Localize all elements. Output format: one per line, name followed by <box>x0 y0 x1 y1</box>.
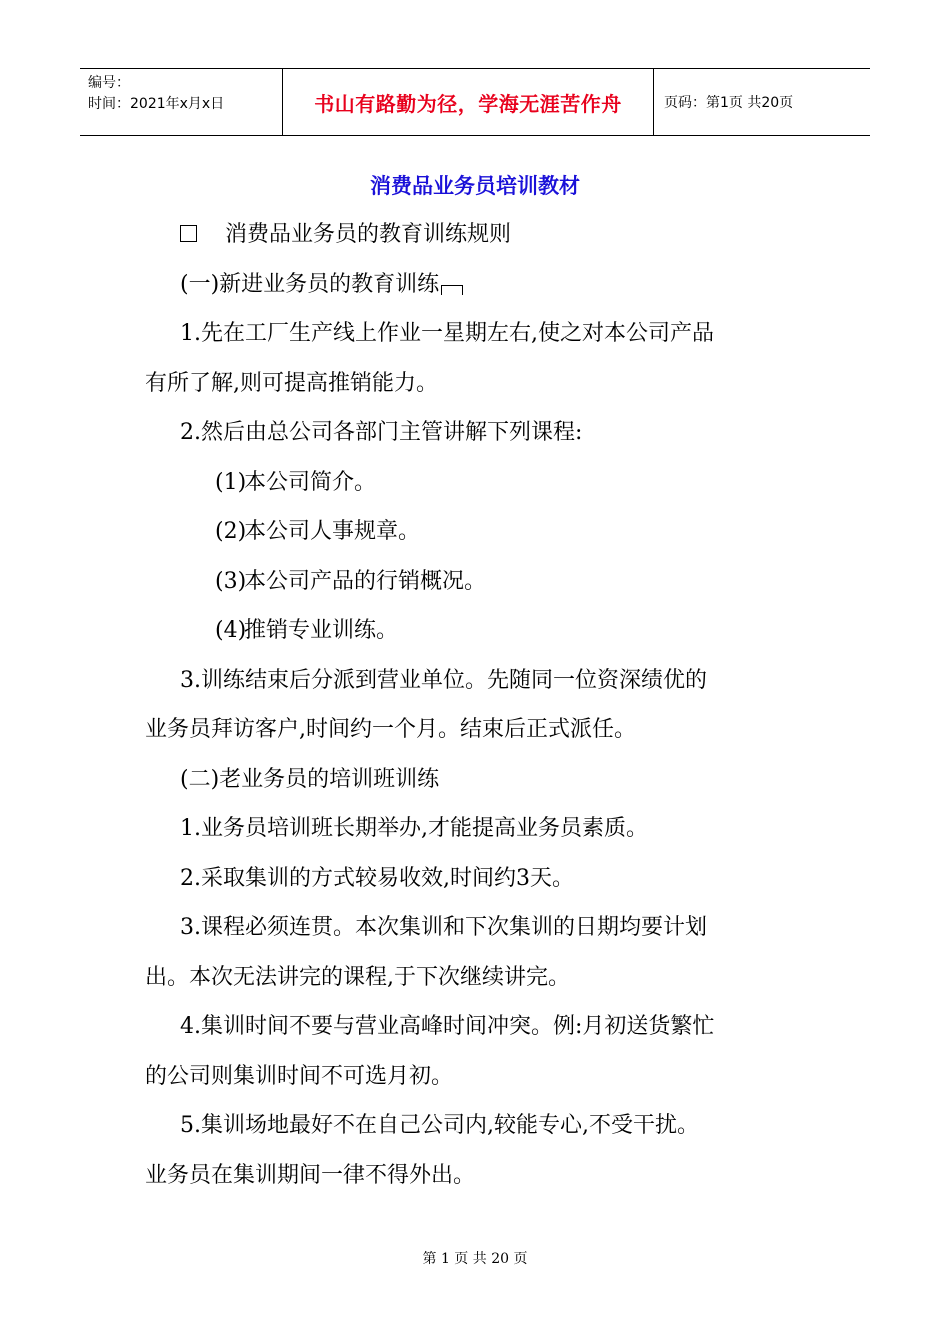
list-number: (4) <box>215 618 247 643</box>
paragraph-continued: 业务员在集训期间一律不得外出。 <box>145 1162 476 1188</box>
bracket-mark-icon <box>441 285 463 295</box>
header-page-cell <box>654 69 870 135</box>
paragraph-continued: 出。本次无法讲完的课程,于下次继续讲完。 <box>145 964 570 990</box>
list-text: 推销专业训练。 <box>244 618 399 643</box>
paragraph: 2.然后由总公司各部门主管讲解下列课程: <box>180 420 583 445</box>
checkbox-square-icon <box>180 225 197 242</box>
list-text: 本公司产品的行销概况。 <box>244 568 487 594</box>
list-number: (3) <box>215 568 247 594</box>
list-number: (1) <box>215 469 247 495</box>
paragraph-continued: 有所了解,则可提高推销能力。 <box>145 370 438 396</box>
number-label: 编号： <box>88 75 130 91</box>
page-footer: 第 1 页 共 20 页 <box>422 1251 528 1267</box>
list-item <box>145 458 815 508</box>
list-item <box>145 606 815 656</box>
list-item <box>145 557 815 607</box>
header-motto-cell <box>282 69 654 135</box>
header-meta-cell <box>80 69 282 135</box>
list-text: 本公司人事规章。 <box>244 519 421 544</box>
paragraph-continued: 业务员拜访客户,时间约一个月。结束后正式派任。 <box>145 717 636 742</box>
paragraph-continued: 的公司则集训时间不可选月初。 <box>145 1063 454 1089</box>
paragraph: 3.训练结束后分派到营业单位。先随同一位资深绩优的 <box>180 667 707 693</box>
section-two-line: (二)老业务员的培训班训练 <box>180 766 440 792</box>
paragraph: 4.集训时间不要与营业高峰时间冲突。例:月初送货繁忙 <box>180 1014 715 1039</box>
heading-text: 消费品业务员的教育训练规则 <box>225 222 512 247</box>
section-one-text: (一)新进业务员的教育训练 <box>180 271 440 297</box>
paragraph: 5.集训场地最好不在自己公司内,较能专心,不受干扰。 <box>180 1113 699 1138</box>
heading-line <box>145 210 815 260</box>
document-title: 消费品业务员培训教材 <box>370 174 580 198</box>
section-one-line <box>145 260 815 310</box>
list-number: (2) <box>215 519 247 544</box>
paragraph: 1.业务员培训班长期举办,才能提高业务员素质。 <box>180 816 648 841</box>
paragraph: 3.课程必须连贯。本次集训和下次集训的日期均要计划 <box>180 915 707 940</box>
list-item <box>145 507 815 557</box>
paragraph: 2.采取集训的方式较易收效,时间约3天。 <box>180 865 574 891</box>
header-table <box>80 68 870 136</box>
list-text: 本公司简介。 <box>244 469 377 495</box>
page-code: 页码：第1页 共20页 <box>664 95 794 111</box>
time-label: 时间：2021年x月x日 <box>88 96 225 112</box>
paragraph: 1.先在工厂生产线上作业一星期左右,使之对本公司产品 <box>180 321 714 346</box>
document-body <box>145 210 815 1200</box>
motto-text: 书山有路勤为径，学海无涯苦作舟 <box>314 91 622 116</box>
